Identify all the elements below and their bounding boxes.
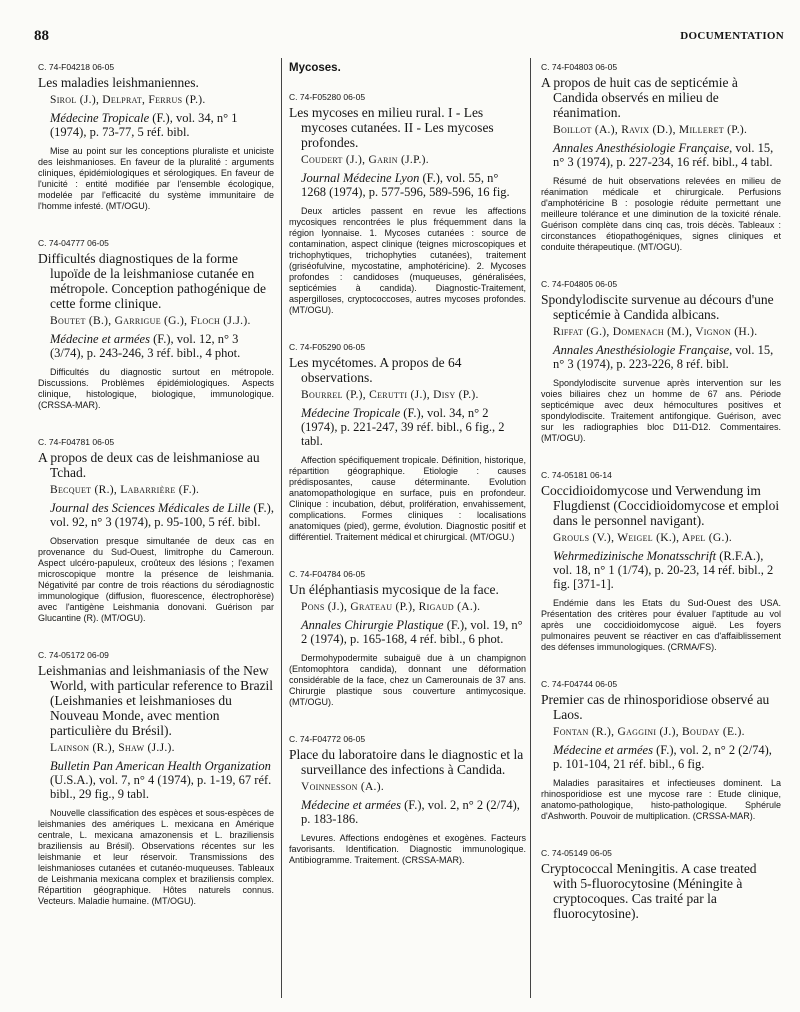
- journal-name: Annales Anesthésiologie Française: [553, 141, 730, 155]
- entry-citation: [301, 618, 526, 646]
- entry-code: C. 74-04777 06-05: [38, 238, 109, 248]
- entry-code: C. 74-F04784 06-05: [289, 569, 366, 579]
- entry-title: A propos de deux cas de leishmaniose au Tchad.: [38, 450, 260, 480]
- bibliography-entry: [38, 62, 274, 212]
- entry-authors: Lainson (R.), Shaw (J.J.).: [50, 742, 175, 754]
- entry-code: C. 74-F04803 06-05: [541, 62, 618, 72]
- journal-name: Annales Chirurgie Plastique: [301, 618, 444, 632]
- entry-abstract: Difficultés du diagnostic surtout en métropole. Discussions. Problèmes épidémiologiques. Aspects clinique, histologique, biologique, immunologique. (CRSSA-MAR).: [38, 367, 274, 410]
- citation-details: (U.S.A.), vol. 7, n° 4 (1974), p. 1-19, 67 réf. bibl., 29 fig., 9 tabl.: [50, 773, 272, 801]
- entry-authors: Pons (J.), Grateau (P.), Rigaud (A.).: [301, 601, 481, 613]
- citation-details: (F.), vol. 12, n° 3 (3/74), p. 243-246, 3 réf. bibl., 4 phot.: [50, 332, 241, 360]
- entry-abstract: Mise au point sur les conceptions pluraliste et uniciste des leishmanioses. En faveur de la pluralité : arguments cliniques, épidémiologiques et sérologiques. En faveur de l'unicité : entité modifiée par l'ensemble écologique, modelée par l'efficacité du système immunitaire de l'homme infesté. (MT/OGU).: [38, 146, 274, 211]
- citation-details: (F.), vol. 55, n° 1268 (1974), p. 577-596, 589-596, 16 fig.: [301, 171, 510, 199]
- entry-code: C. 74-05172 06-09: [38, 650, 109, 660]
- bibliography-entry: [38, 238, 274, 411]
- entry-title: Leishmanias and leishmaniasis of the New World, with particular reference to Brazil (Leishmanies et leishmanioses du Nouveau Monde, avec mention particulière du Brésil).: [38, 663, 274, 738]
- journal-name: Médecine et armées: [50, 332, 150, 346]
- entry-authors: Boillot (A.), Ravix (D.), Milleret (P.).: [553, 124, 748, 136]
- entry-abstract: Nouvelle classification des espèces et sous-espèces de leishmanies des amériques L. mexicana en Amérique centrale, L. mexicana amazonensis et L. braziliensis braziliensis au Brésil). Observations récentes sur les leishmanie et leur réservoir. Transmissions des leishmanioses cutanées et cutanéo-muqueuses. Tableaux de Leishmania mexicana complex et braziliensis complex. Répartition géographique. Hôtes naturels connus. Vecteurs. Maladie humaine. (MT/OGU).: [38, 808, 274, 906]
- entry-abstract: Affection spécifiquement tropicale. Définition, historique, répartition géographique. Etiologie : causes prédisposantes, cause déterminante. Evolution anatomopathologique en surface, puis en profondeur. Clinique : incubation, début, prolifération, envahissement, complications. Formes cliniques : localisations anatomiques (pied), germe, évolution. Diagnostic positif et différentiel. Traitement médical et chirurgical. (MT/OGU.): [289, 455, 526, 542]
- journal-name: Médecine et armées: [553, 743, 653, 757]
- entry-title: Les maladies leishmaniennes.: [38, 75, 199, 90]
- bibliography-entry: [541, 679, 781, 822]
- entry-code: C. 74-F04805 06-05: [541, 279, 618, 289]
- section-heading: Mycoses.: [289, 62, 341, 74]
- entry-authors: Fontan (R.), Gaggini (J.), Bouday (E.).: [553, 726, 745, 738]
- entry-citation: [301, 171, 526, 199]
- citation-details: (F.), vol. 92, n° 3 (1974), p. 95-100, 5 réf. bibl.: [50, 501, 274, 529]
- entry-citation: [553, 549, 781, 591]
- citation-details: (F.), vol. 2, n° 2 (2/74), p. 101-104, 21 réf. bibl., 6 fig.: [553, 743, 772, 771]
- journal-name: Bulletin Pan American Health Organization: [50, 759, 271, 773]
- journal-name: Journal des Sciences Médicales de Lille: [50, 501, 251, 515]
- entry-title: Cryptococcal Meningitis. A case treated with 5-fluorocytosine (Méningite à cryptocoques. Cas traité par la fluorocytosine).: [541, 861, 757, 921]
- entry-code: C. 74-F04218 06-05: [38, 62, 115, 72]
- bibliography-entry: [289, 342, 526, 543]
- entry-citation: [50, 759, 274, 801]
- column-3: [541, 62, 781, 947]
- entry-code: C. 74-F05280 06-05: [289, 92, 366, 102]
- citation-details: (F.), vol. 2, n° 2 (2/74), p. 183-186.: [301, 798, 520, 826]
- bibliography-entry: [541, 470, 781, 653]
- entry-code: C. 74-05181 06-14: [541, 470, 612, 480]
- entry-citation: [553, 343, 781, 371]
- page-header-title: DOCUMENTATION: [680, 30, 784, 42]
- entry-title: Coccidioidomycose und Verwendung im Flugdienst (Coccidioidomycose et emploi dans le personnel navigant).: [541, 483, 780, 528]
- column-divider: [530, 58, 531, 998]
- entry-title: A propos de huit cas de septicémie à Candida observés en milieu de réanimation.: [541, 75, 738, 120]
- bibliography-entry: [38, 650, 274, 907]
- journal-name: Wehrmedizinische Monatsschrift: [553, 549, 717, 563]
- bibliography-entry: [38, 437, 274, 624]
- entry-authors: Bourrel (P.), Cerutti (J.), Disy (P.).: [301, 389, 479, 401]
- bibliography-entry: [541, 848, 781, 921]
- entry-code: C. 74-F04744 06-05: [541, 679, 618, 689]
- bibliography-entry: [289, 569, 526, 708]
- entry-code: C. 74-F05290 06-05: [289, 342, 366, 352]
- entry-abstract: Endémie dans les Etats du Sud-Ouest des USA. Présentation des critères pour évaluer l'aptitude au vol après une coccidioidomycose aiguë. Les foyers pulmonaires peuvent se réactiver en cas d'affaiblissement des défenses immunologiques. (CRMA/FS).: [541, 598, 781, 652]
- journal-name: Médecine et armées: [301, 798, 401, 812]
- entry-abstract: Spondylodiscite survenue après intervention sur les voies biliaires chez un homme de 67 ans. Période septicémique avec deux hémocultures positives et spondylodiscite. Traitement antifongique. Guérison, avec sur les radiographies bloc D11-D12. Commentaires. (MT/OGU).: [541, 378, 781, 443]
- entry-authors: Voinnesson (A.).: [301, 781, 385, 793]
- entry-authors: Coudert (J.), Garin (J.P.).: [301, 154, 429, 166]
- entry-title: Un éléphantiasis mycosique de la face.: [289, 582, 499, 597]
- entry-citation: [553, 743, 781, 771]
- entry-authors: Boutet (B.), Garrigue (G.), Floch (J.J.).: [50, 315, 251, 327]
- entry-title: Les mycoses en milieu rural. I - Les mycoses cutanées. II - Les mycoses profondes.: [289, 105, 494, 150]
- journal-name: Médecine Tropicale: [301, 406, 401, 420]
- bibliography-entry: [541, 62, 781, 253]
- bibliography-entry: [541, 279, 781, 444]
- citation-details: (F.), vol. 34, n° 1 (1974), p. 73-77, 5 réf. bibl.: [50, 111, 238, 139]
- entry-abstract: Levures. Affections endogènes et exogènes. Facteurs favorisants. Identification. Diagnostic immunologique. Antibiogramme. Traitement. (CRSSA-MAR).: [289, 833, 526, 865]
- citation-details: , vol. 15, n° 3 (1974), p. 227-234, 16 réf. bibl., 4 tabl.: [553, 141, 774, 169]
- entry-abstract: Observation presque simultanée de deux cas en provenance du Sud-Ouest, limitrophe du Cameroun. Aspect ulcéro-papuleux, croûteux des lésions ; l'examen microscopique montre la présence de leishmania. Négativité par contre de trois réactions du sérodiagnostic immunologique (diffusion, fluorescence, électrophorèse) avec l'antigène Leishmania donovani. Guérison par Glucantine (R). (MT/OGU).: [38, 536, 274, 623]
- entry-authors: Grouls (V.), Weigel (K.), Apel (G.).: [553, 532, 733, 544]
- entry-title: Difficultés diagnostiques de la forme lupoïde de la leishmaniose cutanée en métropole. Conception pathogénique de cette forme clinique.: [38, 251, 266, 311]
- entry-title: Les mycétomes. A propos de 64 observations.: [289, 355, 462, 385]
- entry-abstract: Résumé de huit observations relevées en milieu de réanimation médicale et chirurgicale. Perfusions d'amphotéricine B : posologie réduite permettant une meilleure tolérance et une diminution de la toxicité rénale. Guérison complète dans cinq cas, trois décès. Tableaux : circonstances étiopathogéniques, signes cliniques et conduite thérapeutique. (MT/OGU).: [541, 176, 781, 252]
- entry-authors: Sirol (J.), Delprat, Ferrus (P.).: [50, 94, 206, 106]
- entry-citation: [50, 332, 274, 360]
- entry-citation: [553, 141, 781, 169]
- entry-citation: [301, 406, 526, 448]
- entry-title: Place du laboratoire dans le diagnostic et la surveillance des infections à Candida.: [289, 747, 524, 777]
- column-1: [38, 62, 274, 933]
- page-number: 88: [34, 28, 49, 44]
- column-2: [289, 62, 526, 892]
- column-divider: [281, 58, 282, 998]
- entry-citation: [50, 111, 274, 139]
- citation-details: , vol. 15, n° 3 (1974), p. 223-226, 8 réf. bibl.: [553, 343, 774, 371]
- entry-authors: Riffat (G.), Domenach (M.), Vignon (H.).: [553, 326, 758, 338]
- entry-title: Premier cas de rhinosporidiose observé au Laos.: [541, 692, 770, 722]
- citation-details: (R.F.A.), vol. 18, n° 1 (1/74), p. 20-23, 14 réf. bibl., 2 fig. [371-1].: [553, 549, 774, 591]
- entry-code: C. 74-F04781 06-05: [38, 437, 115, 447]
- entry-citation: [301, 798, 526, 826]
- entry-code: C. 74-05149 06-05: [541, 848, 612, 858]
- entry-abstract: Deux articles passent en revue les affections mycosiques rencontrées le plus fréquemment dans la région lyonnaise. 1. Mycoses cutanées : source de contamination, aspect clinique (teignes microscopiques et trichophytiques, trichophyties cutanées), traitement (griséofulvine, mycostatine, amphotéricine). 2. Mycoses profondes : candidoses (muqueuses, généralisées, septicémies à candida). Diagnostic-Traitement, aspergilloses, cryptococcoses, autres mycoses profondes. (MT/OGU).: [289, 206, 526, 315]
- bibliography-entry: [289, 92, 526, 316]
- entry-citation: [50, 501, 274, 529]
- entry-code: C. 74-F04772 06-05: [289, 734, 366, 744]
- bibliography-entry: [289, 734, 526, 866]
- entry-abstract: Dermohypodermite subaiguë due à un champignon (Entomophtora candida), donnant une déformation considérable de la face, chez un Camerounais de 37 ans. Chirurgie plastique sous couverture antimycosique. (MT/OGU).: [289, 653, 526, 707]
- entry-abstract: Maladies parasitaires et infectieuses dominent. La rhinosporidiose est une mycose rare : Etude clinique, anatomo-pathologique, histo-pathologique. Sphérule d'Ashworth. Pouvoir de multiplication. (CRSSA-MAR).: [541, 778, 781, 821]
- entry-authors: Becquet (R.), Labarrière (F.).: [50, 484, 200, 496]
- citation-details: (F.), vol. 34, n° 2 (1974), p. 221-247, 39 réf. bibl., 6 fig., 2 tabl.: [301, 406, 505, 448]
- journal-name: Journal Médecine Lyon: [301, 171, 420, 185]
- citation-details: (F.), vol. 19, n° 2 (1974), p. 165-168, 4 réf. bibl., 6 phot.: [301, 618, 523, 646]
- entry-title: Spondylodiscite survenue au décours d'une septicémie à Candida albicans.: [541, 292, 774, 322]
- journal-name: Annales Anesthésiologie Française: [553, 343, 730, 357]
- journal-name: Médecine Tropicale: [50, 111, 150, 125]
